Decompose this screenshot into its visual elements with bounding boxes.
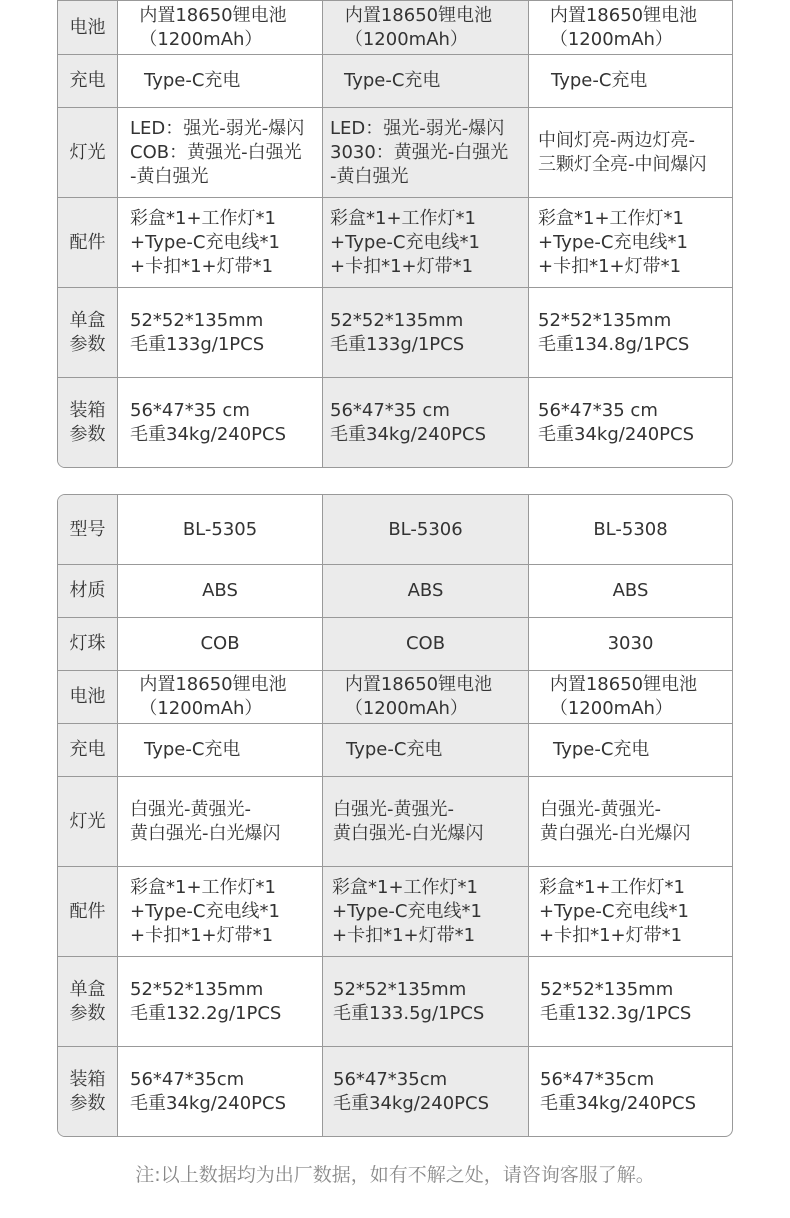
table-cell: 内置18650锂电池 （1200mAh） — [323, 1, 529, 54]
table-cell: LED：强光-弱光-爆闪 COB：黄强光-白强光 -黄白强光 — [118, 108, 323, 197]
table-cell: 彩盒*1+工作灯*1 +Type-C充电线*1 +卡扣*1+灯带*1 — [323, 867, 529, 956]
row-header: 装箱 参数 — [58, 378, 118, 467]
table-row-unit-box — [58, 287, 732, 377]
row-header: 电池 — [58, 1, 118, 54]
table-row-unit-box — [58, 956, 732, 1046]
table-row-charging — [58, 54, 732, 107]
table-row-charging — [58, 723, 732, 776]
spec-table-2 — [57, 494, 733, 1137]
table-cell: 56*47*35cm 毛重34kg/240PCS — [323, 1047, 529, 1136]
table-cell: ABS — [323, 565, 529, 617]
table-row-accessories — [58, 197, 732, 287]
table-row-led-type — [58, 617, 732, 670]
table-cell: 52*52*135mm 毛重133g/1PCS — [118, 288, 323, 377]
table-cell: 内置18650锂电池 （1200mAh） — [118, 671, 323, 723]
table-cell: Type-C充电 — [551, 70, 648, 91]
table-cell: 内置18650锂电池 （1200mAh） — [323, 671, 529, 723]
spec-table-1 — [57, 0, 733, 468]
table-cell: Type-C充电 — [553, 739, 650, 760]
table-cell: 彩盒*1+工作灯*1 +Type-C充电线*1 +卡扣*1+灯带*1 — [118, 867, 323, 956]
table-cell: COB — [323, 618, 529, 670]
table-cell: 内置18650锂电池 （1200mAh） — [549, 674, 698, 719]
table-cell: 56*47*35cm 毛重34kg/240PCS — [118, 1047, 323, 1136]
row-header: 灯珠 — [58, 618, 118, 670]
row-header: 电池 — [58, 671, 118, 723]
table-cell: BL-5305 — [118, 495, 323, 564]
table-cell: 52*52*135mm 毛重132.3g/1PCS — [540, 978, 692, 1024]
table-cell: 52*52*135mm 毛重134.8g/1PCS — [538, 309, 690, 355]
table-cell: Type-C充电 — [118, 55, 323, 107]
table-cell: 56*47*35 cm 毛重34kg/240PCS — [118, 378, 323, 467]
table-row-accessories — [58, 866, 732, 956]
table-cell: 彩盒*1+工作灯*1 +Type-C充电线*1 +卡扣*1+灯带*1 — [539, 876, 689, 946]
row-header: 配件 — [58, 867, 118, 956]
row-header: 装箱 参数 — [58, 1047, 118, 1136]
row-header: 充电 — [58, 55, 118, 107]
table-cell: Type-C充电 — [323, 55, 529, 107]
table-row-carton — [58, 1046, 732, 1136]
table-cell: ABS — [612, 580, 649, 601]
table-cell: COB — [118, 618, 323, 670]
table-cell: Type-C充电 — [323, 724, 529, 776]
row-header: 灯光 — [58, 108, 118, 197]
table-row-model — [58, 495, 732, 564]
footnote: 注:以上数据均为出厂数据，如有不解之处，请咨询客服了解。 — [135, 1164, 655, 1186]
table-cell: 52*52*135mm 毛重133.5g/1PCS — [323, 957, 529, 1046]
table-cell: LED：强光-弱光-爆闪 3030：黄强光-白强光 -黄白强光 — [323, 108, 529, 197]
table-row-carton — [58, 377, 732, 467]
table-cell: 彩盒*1+工作灯*1 +Type-C充电线*1 +卡扣*1+灯带*1 — [323, 198, 529, 287]
table-cell: 白强光-黄强光- 黄白强光-白光爆闪 — [118, 777, 323, 866]
table-cell: 52*52*135mm 毛重132.2g/1PCS — [118, 957, 323, 1046]
table-row-battery — [58, 1, 732, 54]
row-header: 单盒 参数 — [58, 957, 118, 1046]
table-row-battery — [58, 670, 732, 723]
table-cell: 52*52*135mm 毛重133g/1PCS — [323, 288, 529, 377]
table-cell: 中间灯亮-两边灯亮- 三颗灯全亮-中间爆闪 — [538, 129, 707, 175]
table-row-light-modes — [58, 107, 732, 197]
table-cell: Type-C充电 — [118, 724, 323, 776]
table-cell: 彩盒*1+工作灯*1 +Type-C充电线*1 +卡扣*1+灯带*1 — [118, 198, 323, 287]
row-header: 灯光 — [58, 777, 118, 866]
table-row-material — [58, 564, 732, 617]
table-cell: 彩盒*1+工作灯*1 +Type-C充电线*1 +卡扣*1+灯带*1 — [538, 207, 688, 277]
table-row-light-modes — [58, 776, 732, 866]
table-cell: 内置18650锂电池 （1200mAh） — [549, 4, 698, 50]
row-header: 充电 — [58, 724, 118, 776]
table-cell: 56*47*35 cm 毛重34kg/240PCS — [323, 378, 529, 467]
table-cell: BL-5306 — [323, 495, 529, 564]
table-cell: 白强光-黄强光- 黄白强光-白光爆闪 — [540, 798, 691, 844]
table-cell: 56*47*35 cm 毛重34kg/240PCS — [538, 399, 695, 445]
row-header: 型号 — [58, 495, 118, 564]
table-cell: 白强光-黄强光- 黄白强光-白光爆闪 — [323, 777, 529, 866]
table-cell: BL-5308 — [593, 518, 668, 540]
row-header: 材质 — [58, 565, 118, 617]
table-cell: 3030 — [607, 633, 654, 654]
table-cell: 内置18650锂电池 （1200mAh） — [118, 1, 323, 54]
table-cell: ABS — [118, 565, 323, 617]
row-header: 配件 — [58, 198, 118, 287]
row-header: 单盒 参数 — [58, 288, 118, 377]
table-cell: 56*47*35cm 毛重34kg/240PCS — [540, 1068, 697, 1114]
